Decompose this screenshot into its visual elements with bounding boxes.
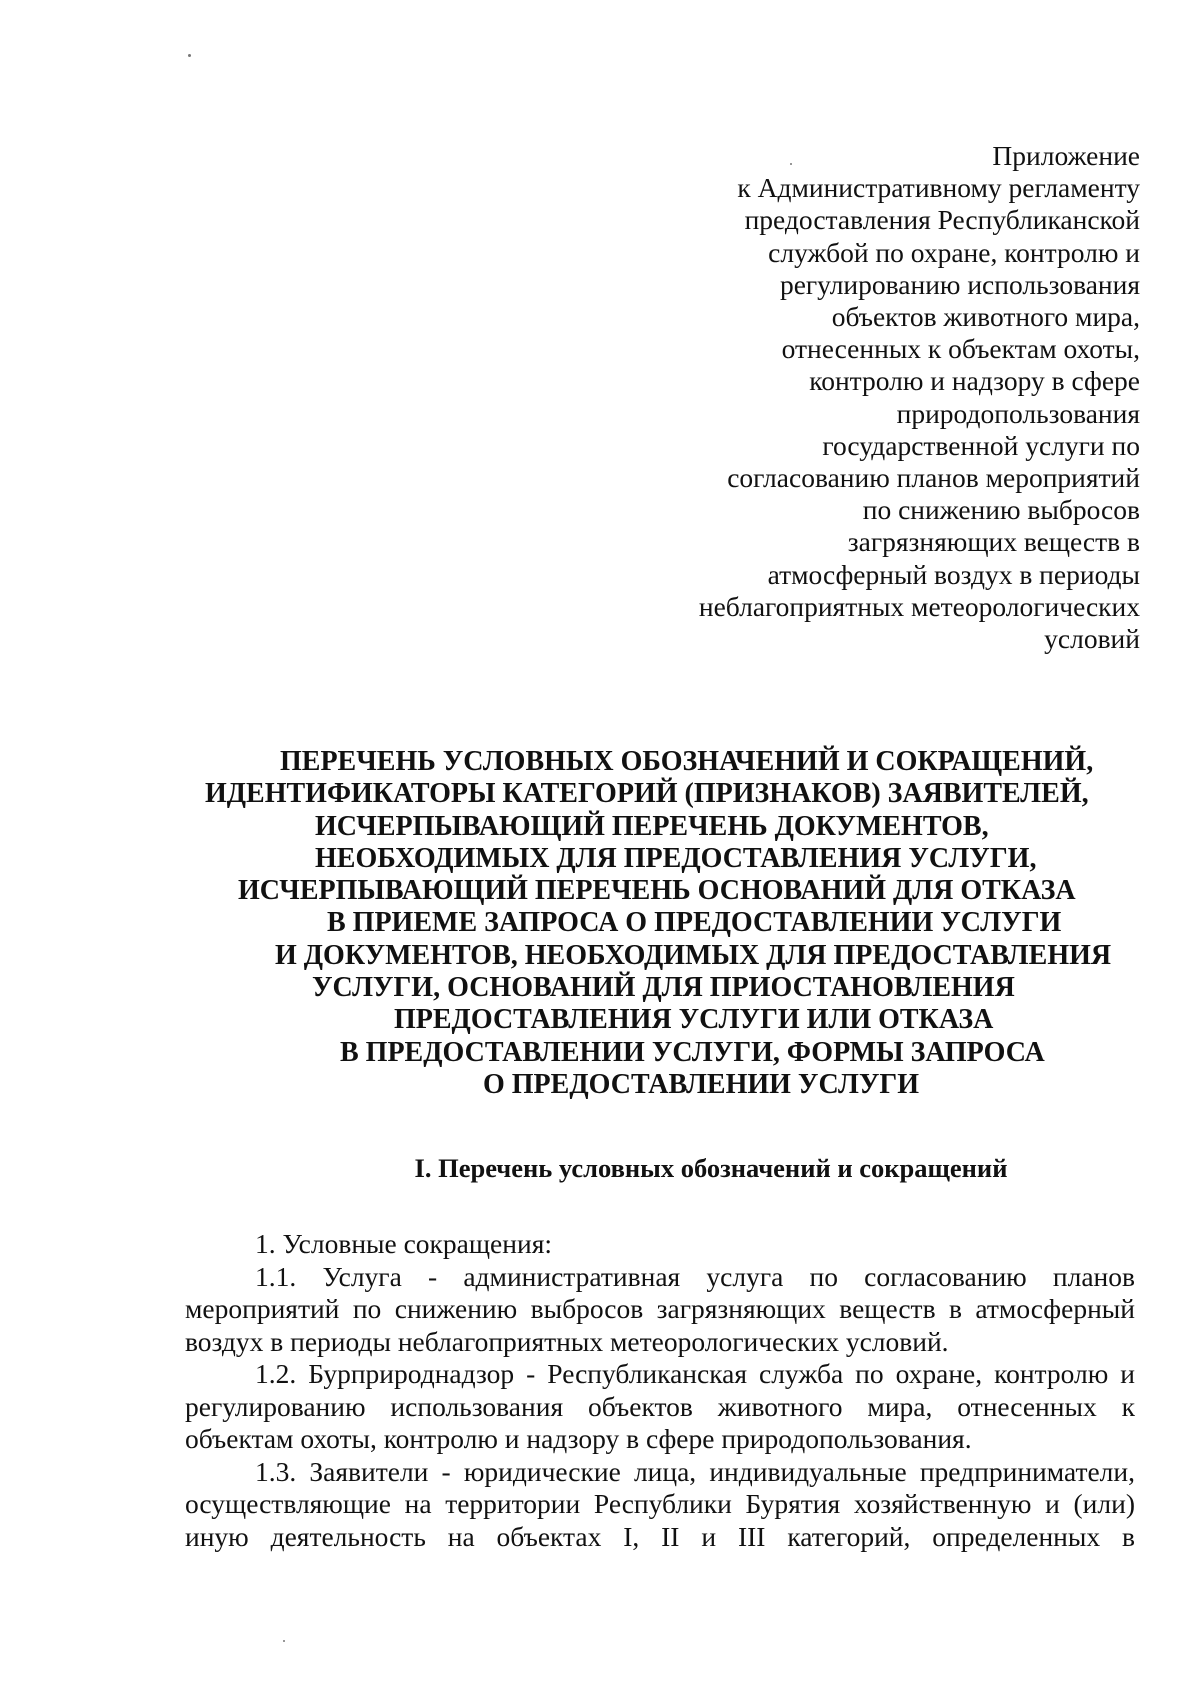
appendix-line: объектов животного мира, — [831, 301, 1140, 333]
appendix-line: регулированию использования — [779, 268, 1140, 300]
scan-speck — [283, 1640, 285, 1642]
heading-line: ИСЧЕРПЫВАЮЩИЙ ПЕРЕЧЕНЬ ОСНОВАНИЙ ДЛЯ ОТКАЗА — [238, 875, 1076, 907]
appendix-line: загрязняющих веществ в — [847, 526, 1140, 558]
heading-line: В ПРЕДОСТАВЛЕНИИ УСЛУГИ, ФОРМЫ ЗАПРОСА — [340, 1036, 1045, 1068]
appendix-line: службой по охране, контролю и — [768, 236, 1140, 268]
appendix-line: неблагоприятных метеорологических — [698, 590, 1140, 622]
heading-line: УСЛУГИ, ОСНОВАНИЙ ДЛЯ ПРИОСТАНОВЛЕНИЯ — [312, 972, 1015, 1004]
heading-line: ИСЧЕРПЫВАЮЩИЙ ПЕРЕЧЕНЬ ДОКУМЕНТОВ, — [315, 810, 989, 842]
appendix-line: к Административному регламенту — [737, 172, 1140, 204]
appendix-line: природопользования — [896, 397, 1140, 429]
appendix-line: атмосферный воздух в периоды — [767, 558, 1140, 590]
paragraph: 1.2. Бурприроднадзор - Республиканская служба по охране, контролю и регулированию использования объектов животного мира, отнесенных к объектам охоты, контролю и надзору в сфере природопользования. — [185, 1358, 1135, 1454]
heading-line: О ПРЕДОСТАВЛЕНИИ УСЛУГИ — [483, 1068, 920, 1100]
paragraph: 1. Условные сокращения: — [255, 1228, 552, 1259]
appendix-line: согласованию планов мероприятий — [727, 462, 1140, 494]
heading-line: ИДЕНТИФИКАТОРЫ КАТЕГОРИЙ (ПРИЗНАКОВ) ЗАЯВИТЕЛЕЙ, — [205, 778, 1089, 810]
heading-line: ПРЕДОСТАВЛЕНИЯ УСЛУГИ ИЛИ ОТКАЗА — [394, 1004, 994, 1036]
appendix-line: государственной услуги по — [822, 429, 1140, 461]
section-title: I. Перечень условных обозначений и сокращений — [414, 1153, 1008, 1183]
appendix-line: Приложение — [992, 140, 1140, 171]
heading-line: ПЕРЕЧЕНЬ УСЛОВНЫХ ОБОЗНАЧЕНИЙ И СОКРАЩЕНИЙ, — [280, 746, 1094, 777]
paragraph: 1.1. Услуга - административная услуга по согласованию планов мероприятий по снижению выбросов загрязняющих веществ в атмосферный воздух в периоды неблагоприятных метеорологических условий. — [185, 1260, 1135, 1357]
appendix-line: по снижению выбросов — [862, 494, 1140, 526]
scan-speck — [188, 54, 191, 57]
appendix-line: отнесенных к объектам охоты, — [781, 333, 1140, 365]
paragraph: 1.3. Заявители - юридические лица, индивидуальные предприниматели, осуществляющие на территории Республики Бурятия хозяйственную и (или) иную деятельность на объектах I, II и III категорий, определенных в — [185, 1455, 1135, 1552]
appendix-line: условий — [1044, 623, 1140, 655]
document-heading — [170, 746, 1140, 1101]
heading-line: В ПРИЕМЕ ЗАПРОСА О ПРЕДОСТАВЛЕНИИ УСЛУГИ — [327, 907, 1062, 939]
appendix-line: контролю и надзору в сфере — [809, 365, 1140, 397]
body-text — [185, 1228, 1135, 1553]
appendix-line: предоставления Республиканской — [744, 204, 1140, 236]
heading-line: И ДОКУМЕНТОВ, НЕОБХОДИМЫХ ДЛЯ ПРЕДОСТАВЛЕНИЯ — [275, 939, 1112, 971]
heading-line: НЕОБХОДИМЫХ ДЛЯ ПРЕДОСТАВЛЕНИЯ УСЛУГИ, — [315, 842, 1037, 874]
appendix-block — [620, 140, 1140, 655]
